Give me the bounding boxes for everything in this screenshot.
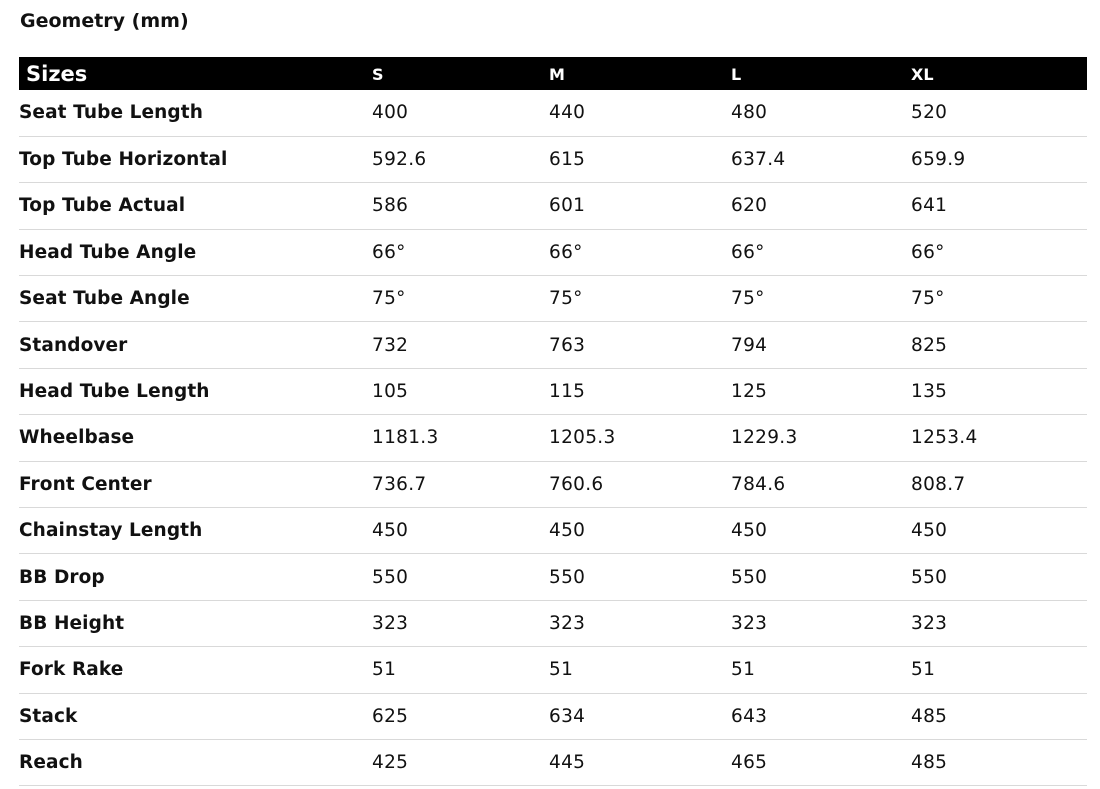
header-size-m: M <box>549 65 565 84</box>
cell-value-l: 794 <box>731 334 768 356</box>
cell-value-xl: 825 <box>911 334 948 356</box>
cell-value-m: 440 <box>549 102 586 124</box>
table-row <box>19 461 1087 507</box>
row-label: Seat Tube Angle <box>19 288 190 310</box>
row-label: Top Tube Horizontal <box>19 149 228 171</box>
cell-value-s: 736.7 <box>372 473 427 495</box>
table-header-row <box>19 57 1087 90</box>
cell-value-xl: 520 <box>911 102 948 124</box>
cell-value-l: 784.6 <box>731 473 786 495</box>
row-label: Top Tube Actual <box>19 195 186 217</box>
header-size-xl: XL <box>911 65 934 84</box>
geometry-table <box>19 57 1087 786</box>
cell-value-l: 450 <box>731 520 768 542</box>
cell-value-l: 480 <box>731 102 768 124</box>
row-label: Stack <box>19 705 78 727</box>
cell-value-l: 620 <box>731 195 768 217</box>
table-row <box>19 276 1087 322</box>
row-label: Head Tube Angle <box>19 241 197 263</box>
table-row <box>19 136 1087 182</box>
cell-value-m: 323 <box>549 612 586 634</box>
table-row <box>19 229 1087 275</box>
row-label: Front Center <box>19 473 152 495</box>
cell-value-l: 125 <box>731 381 768 403</box>
cell-value-m: 763 <box>549 334 586 356</box>
cell-value-s: 732 <box>372 334 409 356</box>
cell-value-xl: 135 <box>911 381 948 403</box>
page-title: Geometry (mm) <box>20 10 189 32</box>
cell-value-xl: 485 <box>911 752 948 774</box>
header-size-s: S <box>372 65 384 84</box>
cell-value-m: 550 <box>549 566 586 588</box>
table-row <box>19 183 1087 229</box>
cell-value-s: 75° <box>372 288 406 310</box>
cell-value-m: 1205.3 <box>549 427 616 449</box>
cell-value-s: 66° <box>372 241 406 263</box>
table-row <box>19 322 1087 368</box>
row-label: BB Height <box>19 612 125 634</box>
row-label: Wheelbase <box>19 427 135 449</box>
cell-value-l: 323 <box>731 612 768 634</box>
cell-value-l: 643 <box>731 705 768 727</box>
cell-value-s: 592.6 <box>372 149 427 171</box>
row-label: Head Tube Length <box>19 381 210 403</box>
cell-value-xl: 485 <box>911 705 948 727</box>
cell-value-xl: 550 <box>911 566 948 588</box>
cell-value-m: 115 <box>549 381 586 403</box>
cell-value-xl: 659.9 <box>911 149 966 171</box>
row-label: Reach <box>19 752 83 774</box>
cell-value-s: 425 <box>372 752 409 774</box>
cell-value-s: 400 <box>372 102 409 124</box>
cell-value-xl: 66° <box>911 241 945 263</box>
cell-value-s: 450 <box>372 520 409 542</box>
cell-value-l: 465 <box>731 752 768 774</box>
row-label: Fork Rake <box>19 659 124 681</box>
cell-value-xl: 808.7 <box>911 473 966 495</box>
cell-value-l: 51 <box>731 659 756 681</box>
header-sizes-label: Sizes <box>26 61 88 86</box>
cell-value-s: 323 <box>372 612 409 634</box>
table-row <box>19 739 1087 785</box>
cell-value-l: 1229.3 <box>731 427 798 449</box>
cell-value-s: 550 <box>372 566 409 588</box>
cell-value-xl: 75° <box>911 288 945 310</box>
table-row <box>19 90 1087 136</box>
row-label: Standover <box>19 334 128 356</box>
cell-value-m: 615 <box>549 149 586 171</box>
cell-value-xl: 323 <box>911 612 948 634</box>
cell-value-s: 1181.3 <box>372 427 439 449</box>
cell-value-xl: 51 <box>911 659 936 681</box>
table-row <box>19 554 1087 600</box>
cell-value-m: 75° <box>549 288 583 310</box>
table-row <box>19 508 1087 554</box>
cell-value-m: 601 <box>549 195 586 217</box>
cell-value-xl: 450 <box>911 520 948 542</box>
row-label: BB Drop <box>19 566 105 588</box>
row-label: Chainstay Length <box>19 520 203 542</box>
cell-value-s: 586 <box>372 195 409 217</box>
cell-value-s: 105 <box>372 381 409 403</box>
cell-value-l: 550 <box>731 566 768 588</box>
cell-value-l: 75° <box>731 288 765 310</box>
row-label: Seat Tube Length <box>19 102 203 124</box>
table-row <box>19 415 1087 461</box>
table-row <box>19 647 1087 693</box>
cell-value-l: 637.4 <box>731 149 786 171</box>
cell-value-m: 450 <box>549 520 586 542</box>
table-row <box>19 368 1087 414</box>
cell-value-m: 445 <box>549 752 586 774</box>
cell-value-s: 625 <box>372 705 409 727</box>
cell-value-s: 51 <box>372 659 397 681</box>
cell-value-m: 634 <box>549 705 586 727</box>
table-row <box>19 600 1087 646</box>
cell-value-m: 66° <box>549 241 583 263</box>
cell-value-xl: 1253.4 <box>911 427 978 449</box>
cell-value-m: 760.6 <box>549 473 604 495</box>
cell-value-l: 66° <box>731 241 765 263</box>
table-row <box>19 693 1087 739</box>
cell-value-m: 51 <box>549 659 574 681</box>
cell-value-xl: 641 <box>911 195 948 217</box>
header-size-l: L <box>731 65 742 84</box>
